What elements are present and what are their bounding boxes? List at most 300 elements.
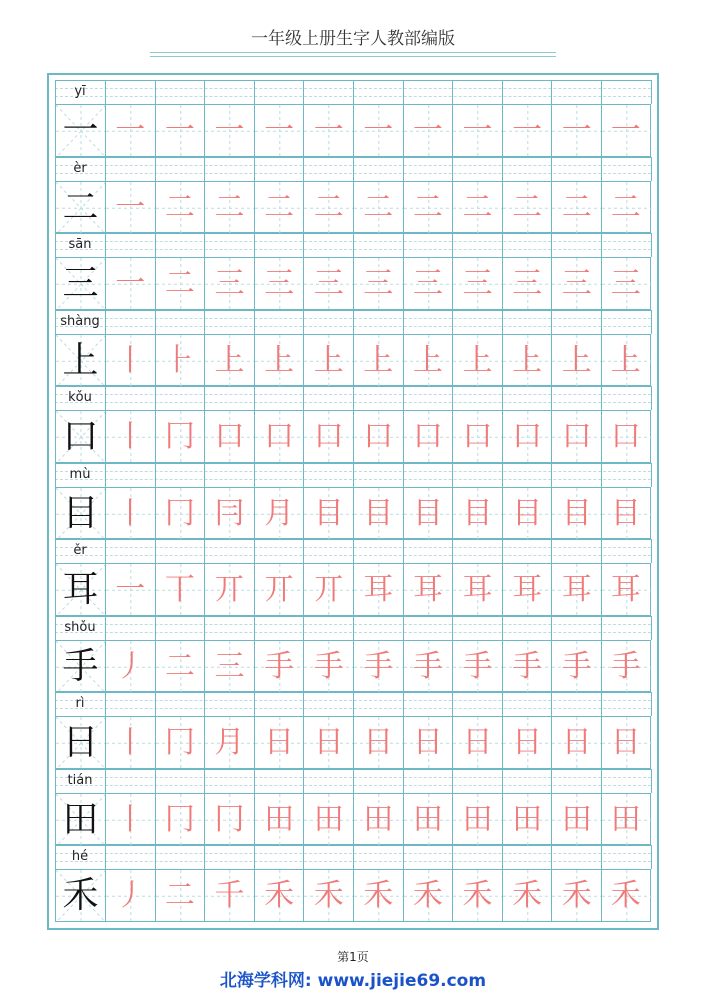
- trace-character-cell[interactable]: [502, 334, 552, 387]
- trace-character-cell[interactable]: [601, 716, 651, 769]
- trace-character-cell[interactable]: [204, 257, 254, 310]
- trace-character: 上: [363, 342, 394, 378]
- trace-character-cell[interactable]: [105, 793, 155, 846]
- trace-character-cell[interactable]: [155, 181, 205, 234]
- trace-character-cell[interactable]: [254, 181, 304, 234]
- trace-character-cell[interactable]: [502, 410, 552, 463]
- trace-character: 二: [164, 266, 195, 301]
- trace-character-cell[interactable]: [353, 487, 403, 540]
- trace-character-cell[interactable]: [353, 181, 403, 234]
- trace-character: 日: [313, 725, 344, 760]
- pinyin-cell-divider: [601, 80, 602, 104]
- trace-character-cell[interactable]: [403, 181, 453, 234]
- trace-character: 耳: [462, 572, 493, 607]
- trace-character-cell[interactable]: [551, 487, 601, 540]
- model-character: 一: [62, 110, 99, 151]
- trace-character-cell[interactable]: [502, 104, 552, 157]
- pinyin-cell-divider: [452, 616, 453, 640]
- trace-character: 田: [561, 801, 592, 837]
- trace-character-cell[interactable]: [502, 716, 552, 769]
- tianzige-row: [55, 181, 651, 234]
- trace-character: 田: [363, 801, 394, 837]
- trace-character: 口: [512, 419, 543, 454]
- trace-character: 口: [610, 419, 641, 454]
- trace-character-cell[interactable]: [254, 793, 304, 846]
- practice-row: [55, 769, 651, 846]
- trace-character-cell[interactable]: [303, 869, 353, 922]
- trace-character: 田: [610, 801, 641, 837]
- trace-character: 手: [610, 648, 641, 684]
- pinyin-cell-divider: [651, 157, 652, 181]
- trace-character: 一: [561, 113, 592, 148]
- model-character-cell: [55, 410, 105, 463]
- trace-character-cell[interactable]: [105, 104, 155, 157]
- trace-character: 二: [610, 189, 641, 225]
- trace-character-cell[interactable]: [204, 716, 254, 769]
- trace-character-cell[interactable]: [502, 487, 552, 540]
- trace-character-cell[interactable]: [204, 563, 254, 616]
- trace-character-cell[interactable]: [403, 640, 453, 693]
- trace-character-cell[interactable]: [204, 334, 254, 387]
- pinyin-cell-divider: [204, 386, 205, 410]
- trace-character: 丌: [313, 572, 344, 607]
- trace-character-cell[interactable]: [155, 640, 205, 693]
- pinyin-cell-divider: [353, 769, 354, 793]
- trace-character: 丨: [115, 801, 146, 837]
- trace-character-cell[interactable]: [502, 793, 552, 846]
- trace-character-cell[interactable]: [551, 334, 601, 387]
- trace-character: 三: [462, 266, 493, 301]
- pinyin-cell-divider: [551, 233, 552, 257]
- trace-character: 禾: [313, 878, 344, 913]
- trace-character: 上: [512, 342, 543, 378]
- pinyin-cell-divider: [105, 539, 106, 563]
- trace-character: 手: [561, 648, 592, 684]
- trace-character-cell[interactable]: [452, 257, 502, 310]
- trace-character-cell[interactable]: [204, 793, 254, 846]
- pinyin-cell-divider: [502, 692, 503, 716]
- trace-character-cell[interactable]: [303, 257, 353, 310]
- pinyin-cell-divider: [204, 80, 205, 104]
- trace-character: 上: [264, 342, 295, 378]
- pinyin-cell-divider: [353, 310, 354, 334]
- pinyin-cell-divider: [403, 539, 404, 563]
- trace-character-cell[interactable]: [403, 793, 453, 846]
- trace-character-cell[interactable]: [254, 716, 304, 769]
- trace-character: 一: [512, 113, 543, 148]
- trace-character: 三: [561, 266, 592, 301]
- trace-character-cell[interactable]: [452, 487, 502, 540]
- model-character: 三: [62, 263, 99, 304]
- tianzige-row: [55, 640, 651, 693]
- trace-character-cell[interactable]: [601, 869, 651, 922]
- trace-character: 田: [462, 801, 493, 837]
- trace-character-cell[interactable]: [353, 410, 403, 463]
- pinyin-cell-divider: [353, 233, 354, 257]
- trace-character-cell[interactable]: [155, 487, 205, 540]
- pinyin-cell-divider: [303, 80, 304, 104]
- trace-character-cell[interactable]: [403, 410, 453, 463]
- pinyin-band: [55, 616, 651, 640]
- pinyin-cell-divider: [254, 616, 255, 640]
- trace-character-cell[interactable]: [452, 716, 502, 769]
- practice-row: [55, 386, 651, 463]
- pinyin-cell-divider: [155, 310, 156, 334]
- trace-character-cell[interactable]: [502, 563, 552, 616]
- practice-row: [55, 463, 651, 540]
- pinyin-cell-divider: [204, 692, 205, 716]
- pinyin-cell-divider: [353, 692, 354, 716]
- pinyin-cell-divider: [303, 386, 304, 410]
- pinyin-cell-divider: [155, 692, 156, 716]
- pinyin-cell-divider: [551, 692, 552, 716]
- trace-character-cell[interactable]: [155, 869, 205, 922]
- pinyin-cell-divider: [651, 386, 652, 410]
- pinyin-cell-divider: [551, 463, 552, 487]
- trace-character-cell[interactable]: [452, 869, 502, 922]
- title-underline-inner: [150, 56, 556, 57]
- trace-character-cell[interactable]: [105, 181, 155, 234]
- pinyin-cell-divider: [155, 845, 156, 869]
- pinyin-cell-divider: [155, 386, 156, 410]
- trace-character-cell[interactable]: [204, 487, 254, 540]
- pinyin-cell-divider: [155, 157, 156, 181]
- pinyin-cell-divider: [303, 769, 304, 793]
- trace-character: 日: [363, 725, 394, 760]
- trace-character-cell[interactable]: [551, 640, 601, 693]
- trace-character: 一: [214, 113, 245, 148]
- pinyin-cell-divider: [403, 463, 404, 487]
- trace-character-cell[interactable]: [452, 563, 502, 616]
- model-character-cell: [55, 104, 105, 157]
- practice-row: [55, 845, 651, 922]
- trace-character-cell[interactable]: [452, 793, 502, 846]
- trace-character: 二: [164, 878, 195, 913]
- trace-character-cell[interactable]: [105, 257, 155, 310]
- pinyin-cell-divider: [551, 845, 552, 869]
- trace-character-cell[interactable]: [254, 869, 304, 922]
- practice-row: [55, 310, 651, 387]
- trace-character-cell[interactable]: [105, 563, 155, 616]
- trace-character-cell[interactable]: [601, 793, 651, 846]
- trace-character: 二: [313, 189, 344, 225]
- pinyin-cell-divider: [353, 386, 354, 410]
- trace-character-cell[interactable]: [105, 487, 155, 540]
- pinyin-cell-divider: [303, 616, 304, 640]
- trace-character-cell[interactable]: [403, 869, 453, 922]
- trace-character-cell[interactable]: [551, 104, 601, 157]
- trace-character: 目: [412, 495, 443, 531]
- trace-character-cell[interactable]: [353, 104, 403, 157]
- trace-character-cell[interactable]: [105, 640, 155, 693]
- trace-character-cell[interactable]: [452, 181, 502, 234]
- tianzige-row: [55, 257, 651, 310]
- trace-character-cell[interactable]: [155, 410, 205, 463]
- trace-character-cell[interactable]: [303, 334, 353, 387]
- trace-character-cell[interactable]: [353, 334, 403, 387]
- trace-character-cell[interactable]: [303, 410, 353, 463]
- model-character-cell: [55, 869, 105, 922]
- pinyin-cell-divider: [105, 386, 106, 410]
- trace-character: 丅: [164, 572, 195, 607]
- pinyin-cell-divider: [403, 616, 404, 640]
- trace-character-cell[interactable]: [155, 104, 205, 157]
- model-character: 上: [62, 339, 99, 381]
- pinyin-label: mù: [69, 466, 91, 482]
- trace-character-cell[interactable]: [551, 257, 601, 310]
- trace-character-cell[interactable]: [254, 563, 304, 616]
- trace-character-cell[interactable]: [204, 104, 254, 157]
- trace-character: 三: [363, 266, 394, 301]
- pinyin-cell-divider: [601, 310, 602, 334]
- trace-character-cell[interactable]: [403, 716, 453, 769]
- trace-character-cell[interactable]: [551, 410, 601, 463]
- pinyin-cell-divider: [303, 157, 304, 181]
- trace-character-cell[interactable]: [353, 869, 403, 922]
- trace-character-cell[interactable]: [105, 869, 155, 922]
- trace-character: 冂: [214, 801, 245, 837]
- pinyin-cell-divider: [452, 692, 453, 716]
- pinyin-cell-divider: [551, 386, 552, 410]
- trace-character: 手: [313, 648, 344, 684]
- pinyin-cell-divider: [105, 310, 106, 334]
- trace-character-cell[interactable]: [155, 716, 205, 769]
- trace-character-cell[interactable]: [452, 410, 502, 463]
- trace-character-cell[interactable]: [403, 104, 453, 157]
- pinyin-cell-divider: [601, 463, 602, 487]
- trace-character: 手: [412, 648, 443, 684]
- trace-character-cell[interactable]: [551, 716, 601, 769]
- trace-character: 上: [313, 342, 344, 378]
- pinyin-cell-divider: [601, 157, 602, 181]
- trace-character: 三: [412, 266, 443, 301]
- trace-character: 三: [512, 266, 543, 301]
- pinyin-cell-divider: [254, 539, 255, 563]
- trace-character: 三: [264, 266, 295, 301]
- pinyin-cell-divider: [105, 233, 106, 257]
- trace-character-cell[interactable]: [204, 181, 254, 234]
- trace-character-cell[interactable]: [601, 487, 651, 540]
- pinyin-label: tián: [67, 772, 93, 788]
- trace-character: 目: [610, 495, 641, 531]
- pinyin-cell-divider: [155, 463, 156, 487]
- pinyin-band: [55, 539, 651, 563]
- trace-character-cell[interactable]: [601, 104, 651, 157]
- tianzige-row: [55, 716, 651, 769]
- pinyin-cell-divider: [601, 769, 602, 793]
- pinyin-label: shǒu: [64, 619, 96, 635]
- trace-character-cell[interactable]: [204, 410, 254, 463]
- trace-character: 上: [412, 342, 443, 378]
- trace-character-cell[interactable]: [502, 640, 552, 693]
- trace-character: 三: [610, 266, 641, 301]
- trace-character-cell[interactable]: [254, 104, 304, 157]
- trace-character-cell[interactable]: [452, 104, 502, 157]
- pinyin-cell-divider: [551, 310, 552, 334]
- site-link[interactable]: 北海学科网: www.jiejie69.com: [219, 971, 487, 991]
- trace-character: 一: [115, 113, 146, 148]
- pinyin-cell-divider: [502, 539, 503, 563]
- trace-character-cell[interactable]: [303, 104, 353, 157]
- trace-character-cell[interactable]: [551, 869, 601, 922]
- trace-character: 手: [264, 648, 295, 684]
- page-number: 第1页: [337, 950, 369, 964]
- trace-character-cell[interactable]: [303, 487, 353, 540]
- trace-character-cell[interactable]: [303, 716, 353, 769]
- pinyin-cell-divider: [204, 157, 205, 181]
- trace-character-cell[interactable]: [254, 640, 304, 693]
- pinyin-cell-divider: [502, 157, 503, 181]
- trace-character: 口: [462, 419, 493, 454]
- trace-character-cell[interactable]: [353, 716, 403, 769]
- trace-character: 目: [561, 495, 592, 531]
- trace-character: 禾: [462, 878, 493, 913]
- practice-row: [55, 80, 651, 157]
- pinyin-cell-divider: [551, 616, 552, 640]
- pinyin-cell-divider: [254, 310, 255, 334]
- trace-character-cell[interactable]: [204, 640, 254, 693]
- model-character: 日: [62, 722, 99, 763]
- pinyin-cell-divider: [353, 463, 354, 487]
- pinyin-cell-divider: [254, 157, 255, 181]
- trace-character: 田: [313, 801, 344, 837]
- trace-character-cell[interactable]: [155, 334, 205, 387]
- trace-character-cell[interactable]: [551, 563, 601, 616]
- trace-character: 禾: [512, 878, 543, 913]
- pinyin-cell-divider: [204, 463, 205, 487]
- trace-character-cell[interactable]: [254, 257, 304, 310]
- trace-character-cell[interactable]: [353, 257, 403, 310]
- pinyin-cell-divider: [403, 310, 404, 334]
- tianzige-row: [55, 334, 651, 387]
- trace-character-cell[interactable]: [303, 563, 353, 616]
- pinyin-cell-divider: [303, 692, 304, 716]
- trace-character-cell[interactable]: [303, 181, 353, 234]
- pinyin-label: rì: [75, 696, 85, 711]
- trace-character-cell[interactable]: [452, 334, 502, 387]
- trace-character-cell[interactable]: [303, 640, 353, 693]
- pinyin-cell-divider: [105, 463, 106, 487]
- trace-character-cell[interactable]: [502, 257, 552, 310]
- model-character: 禾: [62, 875, 99, 916]
- trace-character: 冂: [164, 801, 195, 837]
- trace-character-cell[interactable]: [452, 640, 502, 693]
- trace-character: 口: [264, 419, 295, 454]
- trace-character: 冂: [164, 495, 195, 531]
- tianzige-row: [55, 410, 651, 463]
- pinyin-cell-divider: [452, 769, 453, 793]
- trace-character-cell[interactable]: [353, 640, 403, 693]
- pinyin-band: [55, 310, 651, 334]
- pinyin-cell-divider: [204, 233, 205, 257]
- trace-character: 三: [214, 648, 245, 684]
- model-character-cell: [55, 181, 105, 234]
- trace-character-cell[interactable]: [254, 334, 304, 387]
- trace-character-cell[interactable]: [105, 410, 155, 463]
- trace-character-cell[interactable]: [601, 334, 651, 387]
- pinyin-cell-divider: [254, 80, 255, 104]
- pinyin-cell-divider: [551, 157, 552, 181]
- trace-character-cell[interactable]: [105, 334, 155, 387]
- trace-character: 丿: [115, 648, 146, 684]
- model-character-cell: [55, 716, 105, 769]
- trace-character-cell[interactable]: [403, 563, 453, 616]
- trace-character-cell[interactable]: [502, 181, 552, 234]
- model-character: 二: [62, 186, 99, 228]
- pinyin-band: [55, 769, 651, 793]
- trace-character-cell[interactable]: [155, 563, 205, 616]
- pinyin-cell-divider: [155, 233, 156, 257]
- pinyin-cell-divider: [651, 80, 652, 104]
- pinyin-cell-divider: [353, 845, 354, 869]
- pinyin-label: èr: [73, 160, 87, 176]
- trace-character-cell[interactable]: [155, 793, 205, 846]
- trace-character-cell[interactable]: [601, 410, 651, 463]
- trace-character-cell[interactable]: [105, 716, 155, 769]
- pinyin-cell-divider: [254, 692, 255, 716]
- pinyin-cell-divider: [551, 539, 552, 563]
- pinyin-label: ěr: [73, 543, 87, 558]
- pinyin-cell-divider: [502, 769, 503, 793]
- pinyin-cell-divider: [601, 692, 602, 716]
- trace-character-cell[interactable]: [601, 640, 651, 693]
- tianzige-row: [55, 869, 651, 922]
- pinyin-cell-divider: [105, 616, 106, 640]
- practice-row: [55, 157, 651, 234]
- pinyin-cell-divider: [204, 845, 205, 869]
- trace-character-cell[interactable]: [502, 869, 552, 922]
- trace-character-cell[interactable]: [551, 181, 601, 234]
- trace-character-cell[interactable]: [204, 869, 254, 922]
- trace-character-cell[interactable]: [601, 181, 651, 234]
- trace-character: 二: [164, 648, 195, 684]
- trace-character-cell[interactable]: [403, 487, 453, 540]
- pinyin-cell-divider: [353, 157, 354, 181]
- trace-character-cell[interactable]: [254, 410, 304, 463]
- trace-character: 一: [412, 113, 443, 148]
- pinyin-cell-divider: [502, 386, 503, 410]
- pinyin-cell-divider: [651, 692, 652, 716]
- pinyin-cell-divider: [502, 80, 503, 104]
- pinyin-cell-divider: [105, 80, 106, 104]
- practice-row: [55, 539, 651, 616]
- pinyin-cell-divider: [303, 539, 304, 563]
- pinyin-cell-divider: [601, 845, 602, 869]
- trace-character: 田: [264, 801, 295, 837]
- pinyin-cell-divider: [452, 386, 453, 410]
- pinyin-cell-divider: [105, 769, 106, 793]
- pinyin-cell-divider: [105, 845, 106, 869]
- practice-row: [55, 233, 651, 310]
- pinyin-cell-divider: [551, 80, 552, 104]
- trace-character-cell[interactable]: [403, 257, 453, 310]
- trace-character-cell[interactable]: [353, 563, 403, 616]
- trace-character-cell[interactable]: [254, 487, 304, 540]
- trace-character-cell[interactable]: [601, 257, 651, 310]
- title-underline: [150, 52, 556, 53]
- trace-character-cell[interactable]: [403, 334, 453, 387]
- trace-character: 冂: [164, 725, 195, 760]
- trace-character-cell[interactable]: [303, 793, 353, 846]
- pinyin-band: [55, 463, 651, 487]
- trace-character: 一: [462, 113, 493, 148]
- trace-character-cell[interactable]: [551, 793, 601, 846]
- trace-character-cell[interactable]: [601, 563, 651, 616]
- trace-character-cell[interactable]: [353, 793, 403, 846]
- trace-character: 一: [115, 189, 146, 225]
- pinyin-cell-divider: [452, 80, 453, 104]
- trace-character-cell[interactable]: [155, 257, 205, 310]
